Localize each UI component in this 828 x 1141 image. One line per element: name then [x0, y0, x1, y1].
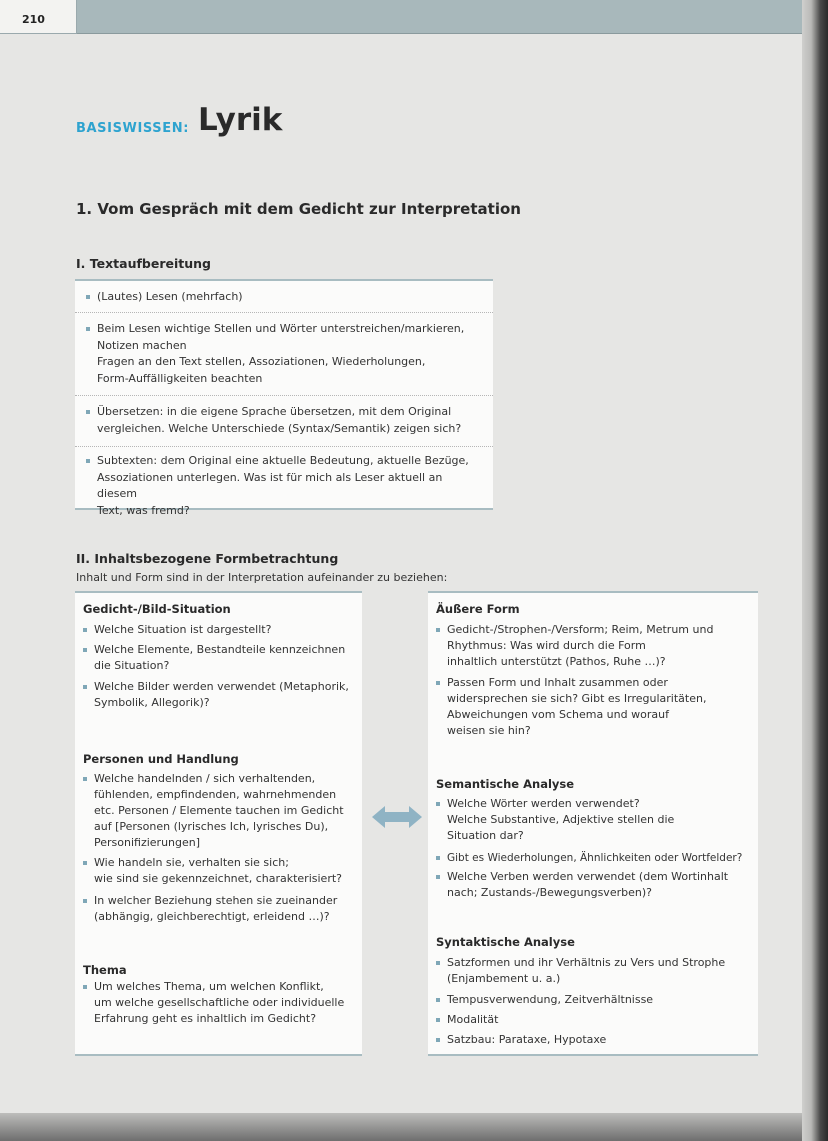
list-item — [75, 281, 493, 313]
group-title: Syntaktische Analyse — [436, 935, 575, 949]
group-title: Gedicht-/Bild-Situation — [83, 602, 231, 616]
item-line: Welche Bilder werden verwendet (Metaphorik, — [94, 680, 349, 693]
item-line: die Situation? — [94, 659, 170, 672]
item-line: Erfahrung geht es inhaltlich im Gedicht? — [94, 1012, 317, 1025]
item-line: fühlenden, empfindenden, wahrnehmenden — [94, 788, 337, 801]
textaufbereitung-heading: I. Textaufbereitung — [76, 256, 211, 271]
item-line: Notizen machen — [97, 338, 187, 352]
section-title: 1. Vom Gespräch mit dem Gedicht zur Interpretation — [76, 200, 521, 218]
bullet-icon — [83, 861, 87, 865]
item-line: Form-Auffälligkeiten beachten — [97, 371, 263, 385]
list-item — [436, 796, 756, 844]
group-title: Semantische Analyse — [436, 777, 575, 791]
item-line: Text, was fremd? — [97, 503, 190, 517]
list-item — [436, 622, 756, 670]
group-title: Thema — [83, 963, 127, 977]
list-item — [83, 771, 358, 851]
group-title: Personen und Handlung — [83, 752, 239, 766]
list-item — [436, 850, 756, 866]
item-line: auf [Personen (lyrisches Ich, lyrisches Du), — [94, 820, 329, 833]
item-line: wie sind sie gekennzeichnet, charakterisiert? — [94, 872, 342, 885]
item-line: Welche Wörter werden verwendet? — [447, 797, 640, 810]
bullet-icon — [83, 985, 87, 989]
group-title: Äußere Form — [436, 602, 520, 616]
item-line: Welche Elemente, Bestandteile kennzeichnen — [94, 643, 346, 656]
list-item — [83, 642, 358, 674]
list-item — [83, 622, 358, 638]
item-line: um welche gesellschaftliche oder individuelle — [94, 996, 345, 1009]
page-number: 210 — [22, 13, 45, 26]
page-bottom-shadow — [0, 1113, 802, 1141]
bullet-icon — [436, 961, 440, 965]
item-line: Tempusverwendung, Zeitverhältnisse — [447, 993, 654, 1006]
list-item — [83, 893, 358, 925]
item-line: nach; Zustands-/Bewegungsverben)? — [447, 886, 652, 899]
list-item — [83, 979, 358, 1027]
textaufbereitung-box — [75, 279, 493, 517]
bullet-icon — [83, 899, 87, 903]
bullet-icon — [83, 628, 87, 632]
right-column-box — [428, 591, 758, 1056]
bullet-icon — [436, 1038, 440, 1042]
left-column-box — [75, 591, 362, 1056]
bullet-icon — [436, 628, 440, 632]
item-line: (abhängig, gleichberechtigt, erleidend …)? — [94, 910, 330, 923]
list-item — [75, 396, 493, 447]
item-line: Fragen an den Text stellen, Assoziationen, Wiederholungen, — [97, 355, 426, 368]
item-line: Gedicht-/Strophen-/Versform; Reim, Metrum und — [447, 623, 714, 636]
item-line: inhaltlich unterstützt (Pathos, Ruhe …)? — [447, 655, 666, 668]
double-arrow-icon — [372, 806, 422, 832]
item-line: weisen sie hin? — [447, 724, 531, 737]
item-line: Satzformen und ihr Verhältnis zu Vers und Strophe — [447, 956, 726, 969]
item-line: Situation dar? — [447, 829, 524, 842]
item-line: Rhythmus: Was wird durch die Form — [447, 639, 646, 652]
item-line: Welche Substantive, Adjektive stellen die — [447, 813, 675, 826]
list-item — [436, 675, 756, 739]
bullet-icon — [436, 998, 440, 1002]
item-line: Abweichungen vom Schema und worauf — [447, 708, 669, 721]
header-band — [77, 0, 802, 34]
item-line: Satzbau: Parataxe, Hypotaxe — [447, 1033, 607, 1046]
item-line: Symbolik, Allegorik)? — [94, 696, 210, 709]
item-line: Assoziationen unterlegen. Was ist für mich als Leser aktuell an diesem — [97, 470, 443, 500]
list-item — [436, 955, 756, 987]
inhalt-intro: Inhalt und Form sind in der Interpretation aufeinander zu beziehen: — [76, 571, 448, 584]
bullet-icon — [86, 295, 90, 299]
item-line: etc. Personen / Elemente tauchen im Gedicht — [94, 804, 344, 817]
list-item — [436, 1012, 756, 1028]
bullet-icon — [83, 777, 87, 781]
item-line: Modalität — [447, 1013, 499, 1026]
item-line: Personifizierungen] — [94, 836, 201, 849]
bullet-icon — [436, 875, 440, 879]
book-spine — [802, 0, 828, 1141]
basiswissen-label: BASISWISSEN: — [76, 121, 190, 136]
item-line: vergleichen. Welche Unterschiede (Syntax/Semantik) zeigen sich? — [97, 421, 462, 435]
bullet-icon — [436, 681, 440, 685]
item-line: Gibt es Wiederholungen, Ähnlichkeiten oder Wortfelder? — [447, 852, 743, 864]
list-item — [75, 447, 493, 517]
bullet-icon — [86, 327, 90, 331]
list-item — [75, 313, 493, 396]
bullet-icon — [83, 648, 87, 652]
bullet-icon — [436, 802, 440, 806]
item-line: Passen Form und Inhalt zusammen oder — [447, 676, 668, 689]
item-line: Welche Verben werden verwendet (dem Wortinhalt — [447, 870, 729, 883]
item-line: (Enjambement u. a.) — [447, 972, 561, 985]
bullet-icon — [436, 856, 440, 860]
inhalt-heading: II. Inhaltsbezogene Formbetrachtung — [76, 551, 339, 566]
page-title: Lyrik — [198, 102, 283, 138]
list-item — [83, 679, 358, 711]
bullet-icon — [86, 410, 90, 414]
item-line: Übersetzen: in die eigene Sprache übersetzen, mit dem Original — [97, 405, 452, 418]
item-line: Beim Lesen wichtige Stellen und Wörter unterstreichen/markieren, — [97, 322, 465, 335]
list-item — [436, 1032, 756, 1048]
list-item — [436, 869, 756, 901]
bullet-icon — [86, 459, 90, 463]
item-line: (Lautes) Lesen (mehrfach) — [97, 290, 243, 303]
item-line: Welche handelnden / sich verhaltenden, — [94, 772, 316, 785]
list-item — [83, 855, 358, 887]
bullet-icon — [436, 1018, 440, 1022]
item-line: Wie handeln sie, verhalten sie sich; — [94, 856, 289, 869]
item-line: Welche Situation ist dargestellt? — [94, 623, 272, 636]
item-line: Subtexten: dem Original eine aktuelle Bedeutung, aktuelle Bezüge, — [97, 454, 469, 467]
item-line: Um welches Thema, um welchen Konflikt, — [94, 980, 324, 993]
bullet-icon — [83, 685, 87, 689]
list-item — [436, 992, 756, 1008]
item-line: widersprechen sie sich? Gibt es Irregularitäten, — [447, 692, 707, 705]
item-line: In welcher Beziehung stehen sie zueinander — [94, 894, 338, 907]
